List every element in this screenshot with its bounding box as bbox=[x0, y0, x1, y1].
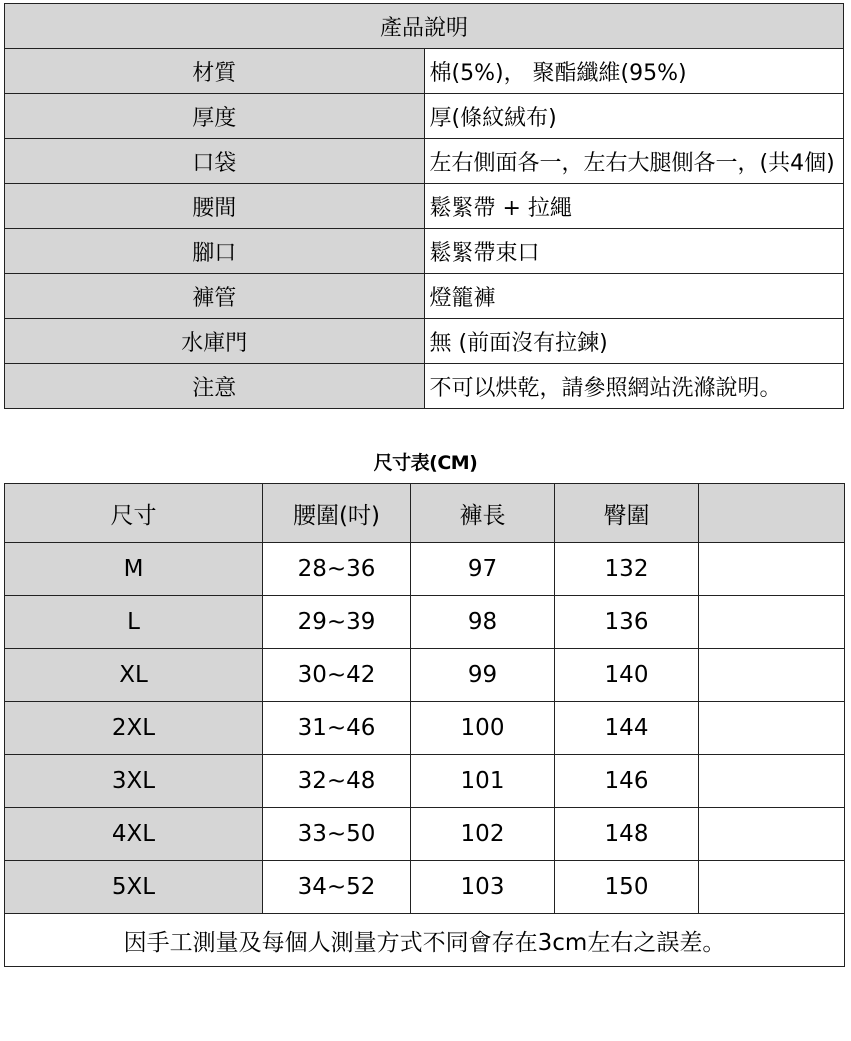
table-row bbox=[5, 755, 845, 808]
size-chart-table bbox=[4, 483, 845, 967]
description-value: 鬆緊帶 + 拉繩 bbox=[424, 184, 844, 229]
waist-cell: 32~48 bbox=[263, 755, 411, 808]
description-row-fly bbox=[5, 319, 844, 364]
description-label: 褲管 bbox=[5, 274, 425, 319]
column-header-length: 褲長 bbox=[411, 484, 555, 543]
description-row-waist bbox=[5, 184, 844, 229]
table-row bbox=[5, 649, 845, 702]
table-row bbox=[5, 543, 845, 596]
length-cell: 98 bbox=[411, 596, 555, 649]
description-value: 棉(5%)， 聚酯纖維(95%) bbox=[424, 49, 844, 94]
hip-cell: 150 bbox=[555, 861, 699, 914]
table-row bbox=[5, 596, 845, 649]
description-row-cuff bbox=[5, 229, 844, 274]
empty-cell bbox=[699, 543, 845, 596]
description-label: 厚度 bbox=[5, 94, 425, 139]
size-cell: M bbox=[5, 543, 263, 596]
description-value: 不可以烘乾，請參照網站洗滌說明。 bbox=[424, 364, 844, 409]
column-header-waist: 腰圍(吋) bbox=[263, 484, 411, 543]
measurement-note: 因手工測量及每個人測量方式不同會存在3cm左右之誤差。 bbox=[5, 914, 845, 967]
length-cell: 101 bbox=[411, 755, 555, 808]
waist-cell: 29~39 bbox=[263, 596, 411, 649]
description-row-pockets bbox=[5, 139, 844, 184]
description-row-thickness bbox=[5, 94, 844, 139]
waist-cell: 31~46 bbox=[263, 702, 411, 755]
table-row bbox=[5, 861, 845, 914]
size-chart-header-row bbox=[5, 484, 845, 543]
length-cell: 103 bbox=[411, 861, 555, 914]
length-cell: 100 bbox=[411, 702, 555, 755]
description-title-row bbox=[5, 4, 844, 49]
hip-cell: 136 bbox=[555, 596, 699, 649]
waist-cell: 30~42 bbox=[263, 649, 411, 702]
description-label: 注意 bbox=[5, 364, 425, 409]
description-row-material bbox=[5, 49, 844, 94]
size-cell: L bbox=[5, 596, 263, 649]
description-value: 燈籠褲 bbox=[424, 274, 844, 319]
size-cell: XL bbox=[5, 649, 263, 702]
empty-cell bbox=[699, 755, 845, 808]
hip-cell: 140 bbox=[555, 649, 699, 702]
description-row-leg bbox=[5, 274, 844, 319]
column-header-empty bbox=[699, 484, 845, 543]
description-label: 腰間 bbox=[5, 184, 425, 229]
description-title: 產品說明 bbox=[5, 4, 844, 49]
waist-cell: 33~50 bbox=[263, 808, 411, 861]
length-cell: 97 bbox=[411, 543, 555, 596]
empty-cell bbox=[699, 649, 845, 702]
empty-cell bbox=[699, 702, 845, 755]
description-value: 左右側面各一，左右大腿側各一，(共4個) bbox=[424, 139, 844, 184]
table-row bbox=[5, 702, 845, 755]
empty-cell bbox=[699, 808, 845, 861]
size-cell: 2XL bbox=[5, 702, 263, 755]
hip-cell: 132 bbox=[555, 543, 699, 596]
hip-cell: 148 bbox=[555, 808, 699, 861]
note-row bbox=[5, 914, 845, 967]
description-label: 腳口 bbox=[5, 229, 425, 274]
column-header-hip: 臀圍 bbox=[555, 484, 699, 543]
waist-cell: 28~36 bbox=[263, 543, 411, 596]
description-label: 水庫門 bbox=[5, 319, 425, 364]
table-row bbox=[5, 808, 845, 861]
size-chart-title: 尺寸表(CM) bbox=[373, 452, 478, 474]
hip-cell: 144 bbox=[555, 702, 699, 755]
size-cell: 5XL bbox=[5, 861, 263, 914]
description-row-notice bbox=[5, 364, 844, 409]
empty-cell bbox=[699, 596, 845, 649]
empty-cell bbox=[699, 861, 845, 914]
product-description-table bbox=[4, 3, 844, 409]
column-header-size: 尺寸 bbox=[5, 484, 263, 543]
size-cell: 4XL bbox=[5, 808, 263, 861]
waist-cell: 34~52 bbox=[263, 861, 411, 914]
description-label: 口袋 bbox=[5, 139, 425, 184]
length-cell: 99 bbox=[411, 649, 555, 702]
size-cell: 3XL bbox=[5, 755, 263, 808]
description-value: 厚(條紋絨布) bbox=[424, 94, 844, 139]
hip-cell: 146 bbox=[555, 755, 699, 808]
length-cell: 102 bbox=[411, 808, 555, 861]
description-value: 無 (前面沒有拉鍊) bbox=[424, 319, 844, 364]
description-label: 材質 bbox=[5, 49, 425, 94]
description-value: 鬆緊帶束口 bbox=[424, 229, 844, 274]
